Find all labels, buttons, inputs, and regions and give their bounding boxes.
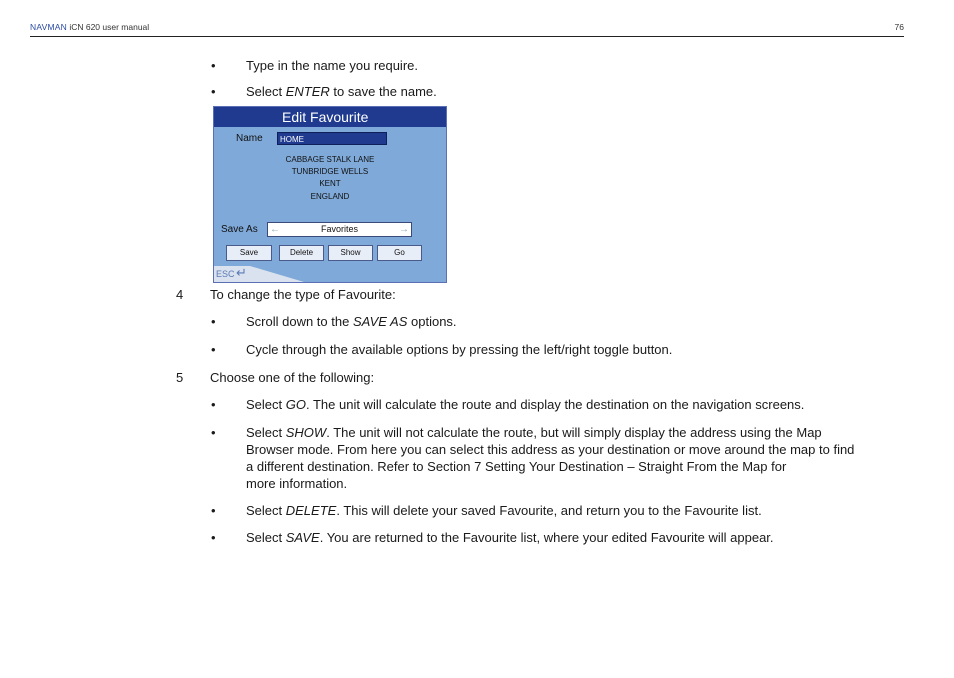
text-emphasis: SAVE AS [352, 314, 408, 329]
instruction-show-line2: Browser mode. From here you can select this address as your destination or move around the map to find [246, 442, 855, 457]
step-5-text: Choose one of the following: [210, 370, 375, 385]
right-arrow-icon[interactable]: → [399, 224, 409, 235]
show-button[interactable]: Show [328, 245, 373, 261]
screen-title: Edit Favourite [282, 109, 369, 125]
enter-arrow-icon: ↵ [236, 265, 247, 280]
esc-tab-slope [250, 266, 304, 282]
instruction-select-enter [246, 83, 437, 100]
instruction-select-go [246, 396, 804, 413]
bullet: • [211, 425, 216, 440]
bullet: • [211, 84, 216, 99]
bullet: • [211, 342, 216, 357]
instruction-select-delete [246, 502, 762, 519]
left-arrow-icon[interactable]: ← [270, 224, 280, 235]
esc-label: ESC [216, 269, 235, 279]
name-label: Name [236, 133, 263, 144]
save-as-value: Favorites [320, 224, 358, 234]
text-post: . The unit will calculate the route and display the destination on the navigation screens. [305, 397, 805, 412]
text-post: . The unit will not calculate the route, but will simply display the address using the Map [326, 425, 822, 440]
instruction-show-line4: more information. [246, 476, 348, 491]
text-pre: Select [246, 425, 286, 440]
edit-favourite-screen [213, 106, 447, 283]
text-pre: Select [246, 530, 286, 545]
instruction-select-show [246, 424, 822, 441]
step-number: 4 [176, 287, 184, 302]
text-post: to save the name. [329, 84, 437, 99]
address-line: CABBAGE STALK LANE [285, 155, 375, 164]
instruction-show-line3: a different destination. Refer to Section 7 Setting Your Destination – Straight From the Map for [246, 459, 787, 474]
page-header [30, 22, 904, 35]
text-emphasis: GO [285, 397, 306, 412]
bullet: • [211, 503, 216, 518]
save-button[interactable]: Save [226, 245, 272, 261]
text-emphasis: DELETE [285, 503, 337, 518]
page-number: 76 [894, 22, 904, 32]
text-emphasis: ENTER [285, 84, 330, 99]
esc-button[interactable] [214, 266, 268, 282]
manual-title: iCN 620 user manual [69, 22, 150, 32]
bullet: • [211, 58, 216, 73]
brand-name: NAVMAN [30, 22, 67, 32]
delete-button[interactable]: Delete [279, 245, 324, 261]
bullet: • [211, 530, 216, 545]
step-4-text: To change the type of Favourite: [210, 287, 396, 302]
address-line: KENT [319, 179, 341, 188]
save-as-selector[interactable] [267, 222, 412, 237]
text-post: options. [407, 314, 457, 329]
text-emphasis: SAVE [285, 530, 320, 545]
name-field[interactable]: HOME [277, 132, 387, 145]
save-as-label: Save As [221, 224, 258, 235]
text-pre: Select [246, 84, 286, 99]
instruction-type-name: Type in the name you require. [246, 58, 418, 73]
instruction-cycle-options: Cycle through the available options by pressing the left/right toggle button. [246, 342, 673, 357]
text-pre: Select [246, 503, 286, 518]
go-button[interactable]: Go [377, 245, 422, 261]
text-post: . You are returned to the Favourite list, where your edited Favourite will appear. [319, 530, 774, 545]
text-pre: Select [246, 397, 286, 412]
step-number: 5 [176, 370, 184, 385]
address-line: TUNBRIDGE WELLS [291, 167, 369, 176]
instruction-select-save [246, 529, 774, 546]
screen-title-bar [214, 107, 446, 127]
text-post: . This will delete your saved Favourite, and return you to the Favourite list. [336, 503, 762, 518]
bullet: • [211, 314, 216, 329]
instruction-scroll-save-as [246, 313, 457, 330]
bullet: • [211, 397, 216, 412]
text-emphasis: SHOW [285, 425, 327, 440]
text-pre: Scroll down to the [246, 314, 353, 329]
address-line: ENGLAND [310, 192, 350, 201]
header-rule [30, 36, 904, 37]
